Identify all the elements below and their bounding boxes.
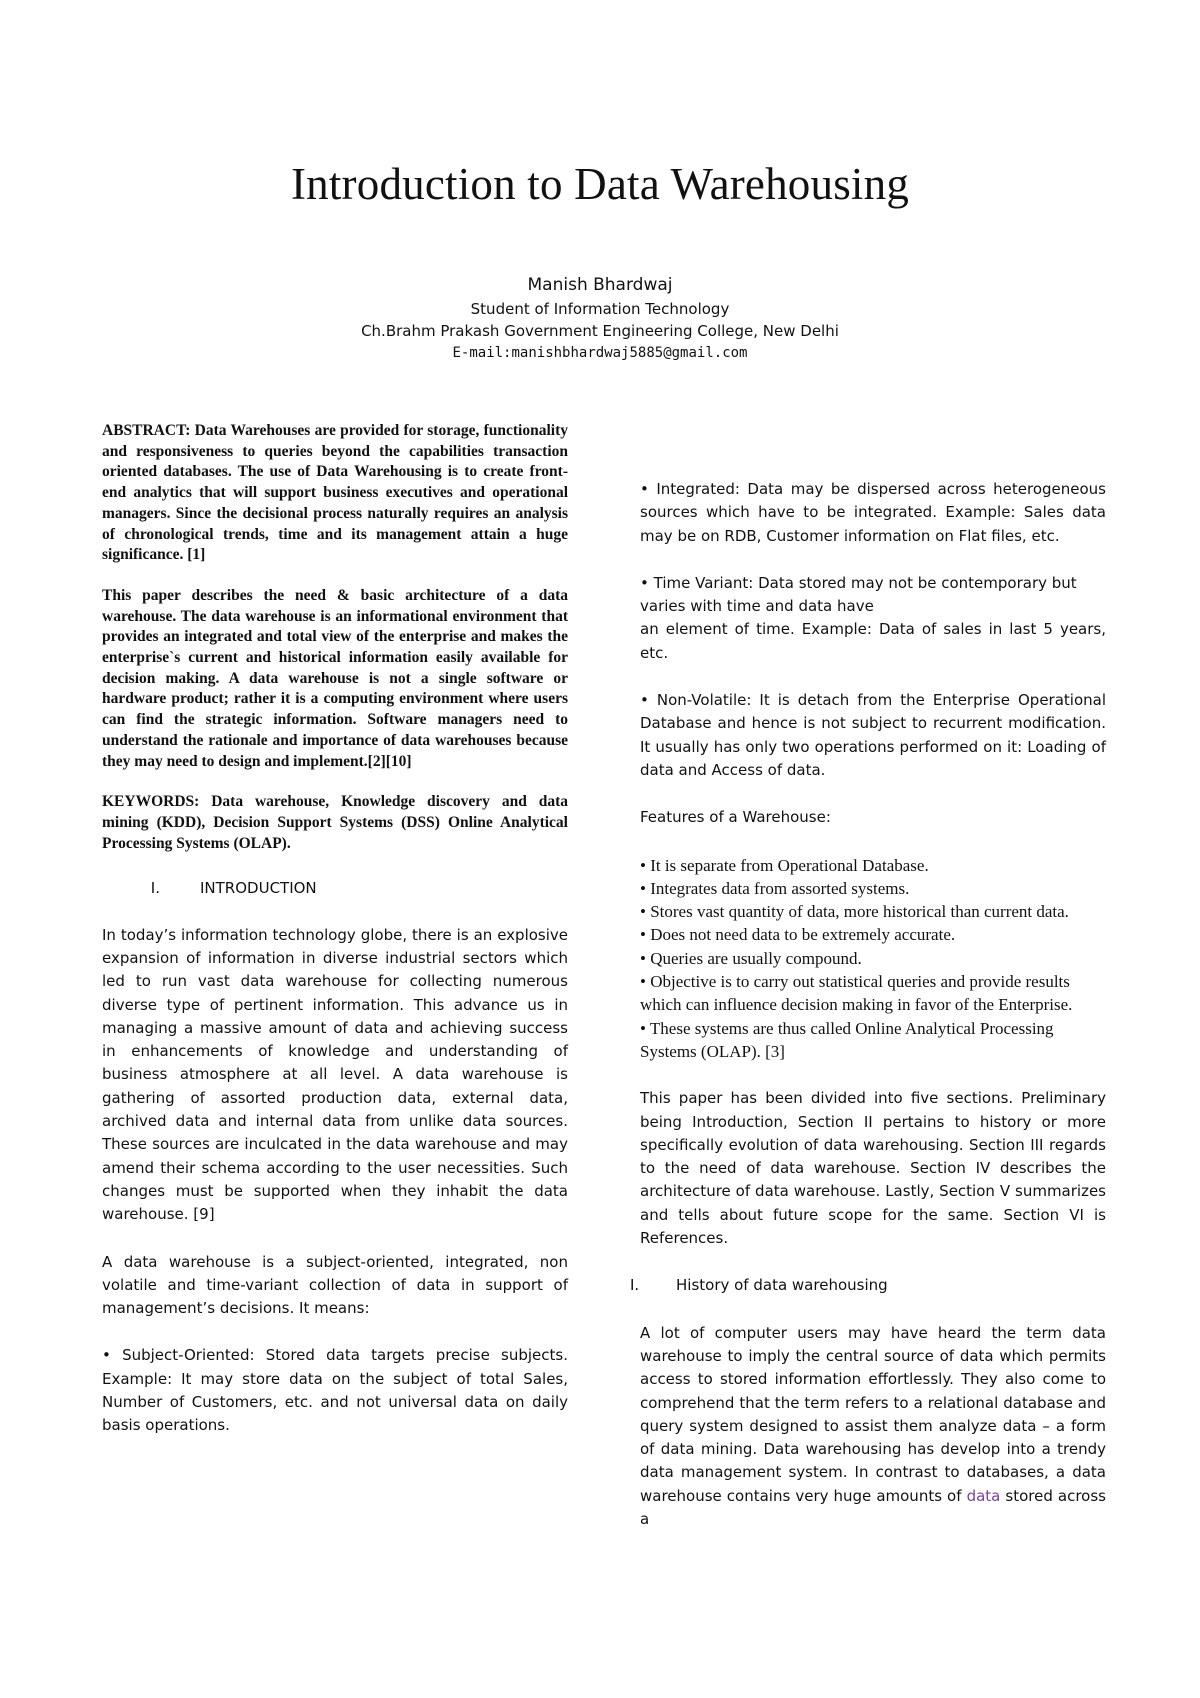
feature-item: • Queries are usually compound. — [640, 948, 862, 968]
keywords: KEYWORDS: Data warehouse, Knowledge discovery and data mining (KDD), Decision Support Systems (DSS) Online Analytical Processing Systems (OLAP). — [102, 793, 568, 852]
abstract-paragraph-2: This paper describes the need & basic architecture of a data warehouse. The data warehouse is an informational environment that provides an integrated and total view of the enterprise and makes the enterprise`s current and historical information easily available for decision making. A data warehouse is not a single software or hardware product; rather it is a computing environment where users can find the strategic information. Software managers need to understand the rationale and importance of data warehouses because they may need to design and implement.[2][10] — [102, 586, 568, 770]
history-text-after-link: stored across a — [640, 1486, 1106, 1528]
history-paragraph-1 — [640, 1322, 1106, 1532]
abstract-paragraph-1: ABSTRACT: Data Warehouses are provided for storage, functionality and responsiveness to queries beyond the capabilities transaction oriented databases. The use of Data Warehousing is to create front-end analytics that will support business executives and operational managers. Since the decisional process naturally requires an analysis of chronological trends, time and its management attain a huge significance. [1] — [102, 422, 568, 564]
author-affiliation: Ch.Brahm Prakash Government Engineering College, New Delhi — [361, 322, 839, 340]
non-volatile-item: • Non-Volatile: It is detach from the Enterprise Operational Database and hence is not subject to recurrent modification. It usually has only two operations performed on it: Loading of data and Access of data. — [640, 691, 1106, 779]
feature-item: • It is separate from Operational Database. — [640, 855, 929, 875]
section-heading-history — [630, 1274, 1106, 1297]
feature-item: • Integrates data from assorted systems. — [640, 878, 910, 898]
section-title: INTRODUCTION — [200, 879, 317, 898]
paper-organization-paragraph: This paper has been divided into five sections. Preliminary being Introduction, Section II pertains to history or more specifically evolution of data warehousing. Section III regards to the need of data warehouse. Section IV describes the architecture of data warehouse. Lastly, Section V summarizes and tells about future scope for the same. Section VI is References. — [640, 1089, 1106, 1248]
intro-paragraph-1: In today’s information technology globe, there is an explosive expansion of information in diverse industrial sectors which led to run vast data warehouse for collecting numerous diverse type of pertinent information. This advance us in managing a massive amount of data and achieving success in enhancements of knowledge and understanding of business atmosphere at all level. A data warehouse is gathering of assorted production data, external data, archived data and internal data from unlike data sources. These sources are inculcated in the data warehouse and may amend their schema according to the user necessities. Such changes must be supported when they inhabit the data warehouse. [9] — [102, 925, 568, 1224]
feature-item: • Objective is to carry out statistical queries and provide results which can influence decision making in favor of the Enterprise. — [640, 972, 1073, 1015]
section-number: I. — [150, 879, 160, 898]
feature-item: • Stores vast quantity of data, more historical than current data. — [640, 902, 1069, 922]
intro-paragraph-2: A data warehouse is a subject-oriented, integrated, non volatile and time-variant collection of data in support of management’s decisions. It means: — [102, 1252, 568, 1318]
features-list — [640, 854, 1106, 1064]
right-column — [630, 478, 1106, 1531]
left-column — [102, 421, 568, 1438]
author-name: Manish Bhardwaj — [527, 275, 673, 295]
author-role: Student of Information Technology — [470, 300, 730, 318]
feature-item: • Does not need data to be extremely accurate. — [640, 925, 956, 945]
history-text-before-link: A lot of computer users may have heard the term data warehouse to imply the central source of data which permits access to stored information effortlessly. They also come to comprehend that the term refers to a relational database and query system designed to assist them analyze data – a form of data mining. Data warehousing has develop into a trendy data management system. In contrast to databases, a data warehouse contains very huge amounts of — [640, 1323, 1106, 1505]
features-heading: Features of a Warehouse: — [640, 808, 831, 827]
time-variant-item-line1: • Time Variant: Data stored may not be contemporary but varies with time and data have — [640, 573, 1077, 616]
subject-oriented-item: • Subject-Oriented: Stored data targets precise subjects. Example: It may store data on the subject of total Sales, Number of Customers, etc. and not universal data on daily basis operations. — [102, 1346, 568, 1435]
feature-item: • These systems are thus called Online Analytical Processing Systems (OLAP). [3] — [640, 1018, 1054, 1061]
author-email: E-mail:manishbhardwaj5885@gmail.com — [452, 345, 748, 361]
data-link[interactable]: data — [966, 1486, 1001, 1505]
paper-title: Introduction to Data Warehousing — [290, 159, 910, 209]
time-variant-item-line2: an element of time. Example: Data of sales in last 5 years, etc. — [640, 620, 1106, 662]
integrated-item: • Integrated: Data may be dispersed across heterogeneous sources which have to be integrated. Example: Sales data may be on RDB, Customer information on Flat files, etc. — [640, 480, 1106, 545]
section-title: History of data warehousing — [676, 1276, 888, 1295]
abstract — [102, 421, 568, 854]
section-number: I. — [630, 1276, 640, 1295]
author-block — [0, 272, 1200, 364]
section-heading-introduction — [102, 877, 568, 900]
